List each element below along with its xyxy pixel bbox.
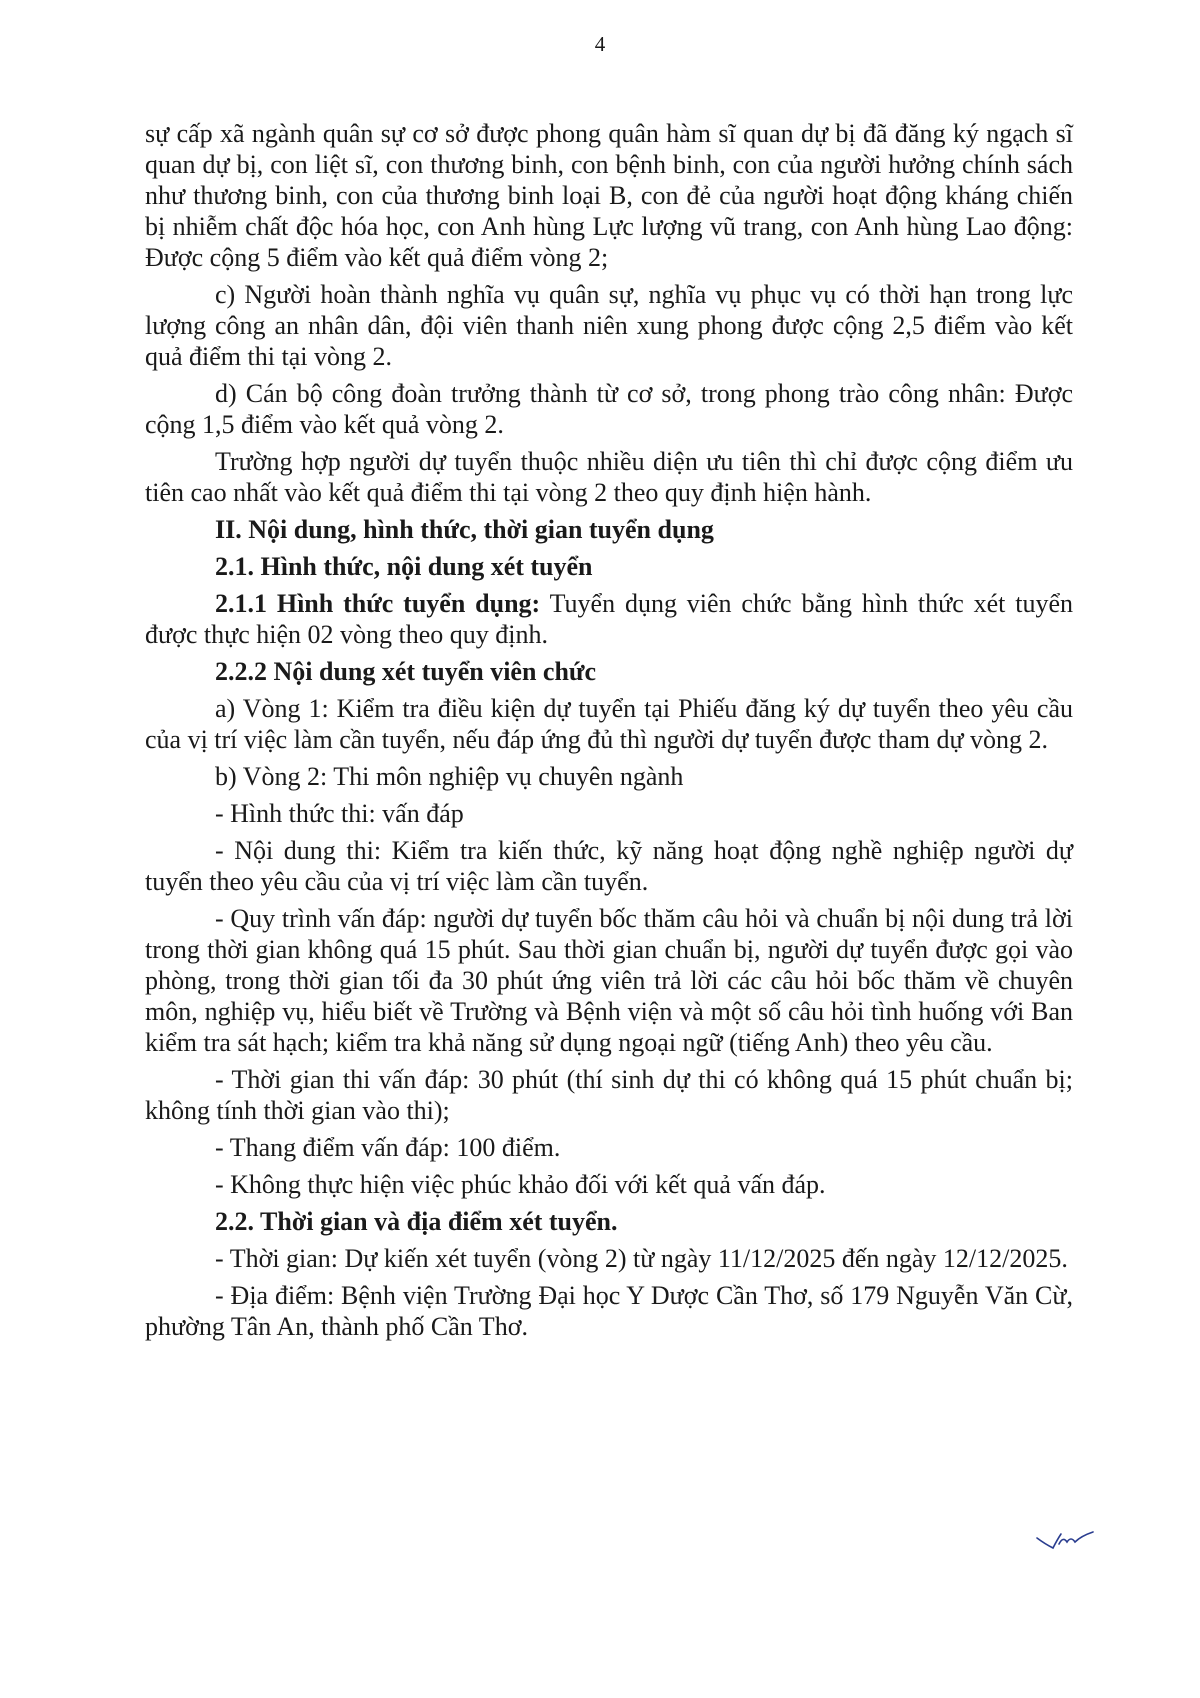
subsection-heading: 2.2. Thời gian và địa điểm xét tuyển. [215,1207,618,1236]
paragraph: - Nội dung thi: Kiểm tra kiến thức, kỹ năng hoạt động nghề nghiệp người dự tuyển theo yêu cầu của vị trí việc làm cần tuyển. [145,836,1073,896]
paragraph: Trường hợp người dự tuyển thuộc nhiều diện ưu tiên thì chỉ được cộng điểm ưu tiên cao nhất vào kết quả điểm thi tại vòng 2 theo quy định hiện hành. [145,447,1073,507]
subsection-heading: 2.2.2 Nội dung xét tuyển viên chức [215,657,597,686]
paragraph: a) Vòng 1: Kiểm tra điều kiện dự tuyển tại Phiếu đăng ký dự tuyển theo yêu cầu của vị trí việc làm cần tuyển, nếu đáp ứng đủ thì người dự tuyển được tham dự vòng 2. [145,694,1073,754]
paragraph: - Quy trình vấn đáp: người dự tuyển bốc thăm câu hỏi và chuẩn bị nội dung trả lời trong thời gian không quá 15 phút. Sau thời gian chuẩn bị, người dự tuyển được gọi vào phòng, trong thời gian tối đa 30 phút ứng viên trả lời các câu hỏi bốc thăm về chuyên môn, nghiệp vụ, hiểu biết về Trường và Bệnh viện và một số câu hỏi tình huống với Ban kiểm tra sát hạch; kiểm tra khả năng sử dụng ngoại ngữ (tiếng Anh) theo yêu cầu. [145,904,1073,1057]
paragraph: c) Người hoàn thành nghĩa vụ quân sự, nghĩa vụ phục vụ có thời hạn trong lực lượng công an nhân dân, đội viên thanh niên xung phong được cộng 2,5 điểm vào kết quả điểm thi tại vòng 2. [145,280,1073,371]
initials-signature [1035,1530,1095,1552]
inline-heading: 2.1.1 Hình thức tuyển dụng: [215,589,541,618]
paragraph: b) Vòng 2: Thi môn nghiệp vụ chuyên ngành [215,762,684,791]
paragraph: sự cấp xã ngành quân sự cơ sở được phong quân hàm sĩ quan dự bị đã đăng ký ngạch sĩ quan dự bị, con liệt sĩ, con thương binh, con bệnh binh, con của người hưởng chính sách như thương binh, con của thương binh loại B, con đẻ của người hoạt động kháng chiến bị nhiễm chất độc hóa học, con Anh hùng Lực lượng vũ trang, con Anh hùng Lao động: Được cộng 5 điểm vào kết quả điểm vòng 2; [145,119,1073,272]
paragraph: - Thời gian: Dự kiến xét tuyển (vòng 2) từ ngày 11/12/2025 đến ngày 12/12/2025. [215,1244,1068,1273]
paragraph: - Thang điểm vấn đáp: 100 điểm. [215,1133,561,1162]
paragraph: - Hình thức thi: vấn đáp [215,799,464,828]
document-body [145,118,1073,1348]
section-heading: II. Nội dung, hình thức, thời gian tuyển dụng [215,515,714,544]
paragraph: - Không thực hiện việc phúc khảo đối với kết quả vấn đáp. [215,1170,826,1199]
paragraph-text: Tuyển dụng viên chức bằng hình thức xét tuyển được thực hiện 02 vòng theo quy định. [145,589,1073,649]
page-number: 4 [594,32,606,56]
paragraph [145,588,1073,650]
paragraph: - Thời gian thi vấn đáp: 30 phút (thí sinh dự thi có không quá 15 phút chuẩn bị; không tính thời gian vào thi); [145,1065,1073,1125]
subsection-heading: 2.1. Hình thức, nội dung xét tuyển [215,552,593,581]
paragraph: d) Cán bộ công đoàn trưởng thành từ cơ sở, trong phong trào công nhân: Được cộng 1,5 điểm vào kết quả vòng 2. [145,379,1073,439]
paragraph: - Địa điểm: Bệnh viện Trường Đại học Y Dược Cần Thơ, số 179 Nguyễn Văn Cừ, phường Tân An, thành phố Cần Thơ. [145,1281,1073,1341]
